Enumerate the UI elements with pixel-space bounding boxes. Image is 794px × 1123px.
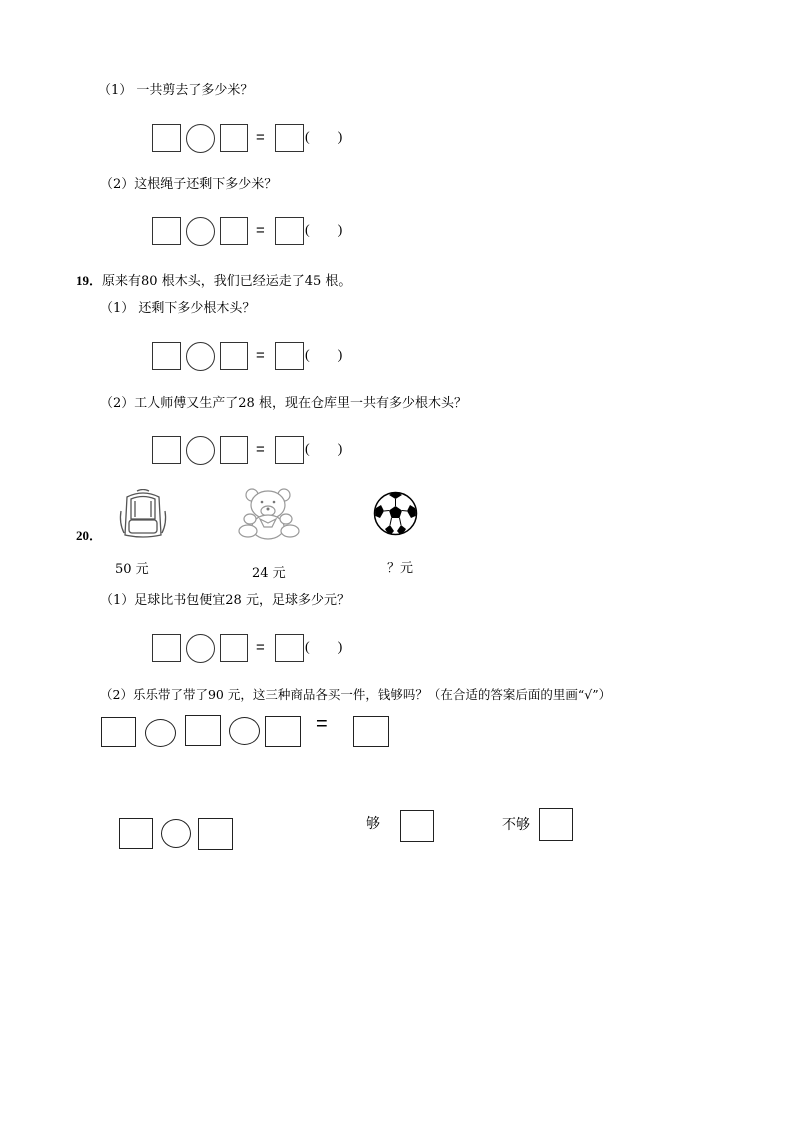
equals-sign: = xyxy=(256,441,265,458)
operator-circle[interactable] xyxy=(229,717,260,745)
answer-box[interactable] xyxy=(220,436,248,464)
operator-circle[interactable] xyxy=(161,819,191,848)
answer-box[interactable] xyxy=(152,342,181,370)
operator-circle[interactable] xyxy=(186,217,215,246)
question-number: 19． xyxy=(76,273,103,288)
answer-box[interactable] xyxy=(220,342,248,370)
teddy-bear-icon xyxy=(238,487,300,541)
result-box[interactable] xyxy=(275,436,304,464)
result-box[interactable] xyxy=(275,217,304,245)
answer-box[interactable] xyxy=(265,716,301,747)
equals-sign: = xyxy=(256,639,265,656)
q20-sub2: （2）乐乐带了带了90 元，这三种商品各买一件，钱够吗？（在合适的答案后面的里画“√”） xyxy=(100,687,612,702)
backpack-icon xyxy=(115,489,171,541)
result-box[interactable] xyxy=(275,342,304,370)
answer-box[interactable] xyxy=(119,818,153,849)
operator-circle[interactable] xyxy=(186,436,215,465)
answer-box[interactable] xyxy=(220,217,248,245)
not-enough-label: 不够 xyxy=(502,817,530,833)
unit-parenthesis[interactable]: ( ) xyxy=(305,442,343,457)
operator-circle[interactable] xyxy=(145,719,176,747)
answer-box[interactable] xyxy=(101,717,136,747)
operator-circle[interactable] xyxy=(186,342,215,371)
unit-parenthesis[interactable]: ( ) xyxy=(305,348,343,363)
q19-header xyxy=(76,270,351,291)
soccer-ball-icon xyxy=(373,491,418,536)
result-box[interactable] xyxy=(275,124,304,152)
teddy-bear-price: 24 元 xyxy=(252,566,286,581)
q19-sub2: （2）工人师傅又生产了28 根，现在仓库里一共有多少根木头？ xyxy=(100,396,467,411)
enough-label: 够 xyxy=(366,816,380,832)
backpack-price: 50 元 xyxy=(115,562,149,577)
q19-sub1: （1） 还剩下多少根木头？ xyxy=(100,301,256,316)
operator-circle[interactable] xyxy=(186,124,215,153)
answer-box[interactable] xyxy=(152,436,181,464)
answer-box[interactable] xyxy=(152,217,181,245)
q18-sub1: （1） 一共剪去了多少米？ xyxy=(98,83,254,98)
equals-sign: = xyxy=(316,713,328,735)
equals-sign: = xyxy=(256,222,265,239)
q18-sub2: （2）这根绳子还剩下多少米？ xyxy=(100,177,278,192)
not-enough-check-box[interactable] xyxy=(539,808,573,841)
q20-sub1: （1）足球比书包便宜28 元，足球多少元？ xyxy=(100,593,350,608)
answer-box[interactable] xyxy=(185,715,221,746)
answer-box[interactable] xyxy=(220,124,248,152)
enough-check-box[interactable] xyxy=(400,810,434,842)
answer-box[interactable] xyxy=(220,634,248,662)
result-box[interactable] xyxy=(353,716,389,747)
equals-sign: = xyxy=(256,129,265,146)
unit-parenthesis[interactable]: ( ) xyxy=(305,130,343,145)
answer-box[interactable] xyxy=(152,634,181,662)
question-stem: 原来有80 根木头，我们已经运走了45 根。 xyxy=(102,274,352,289)
unit-parenthesis[interactable]: ( ) xyxy=(305,223,343,238)
question-number: 20． xyxy=(76,528,103,543)
unit-parenthesis[interactable]: ( ) xyxy=(305,640,343,655)
result-box[interactable] xyxy=(275,634,304,662)
answer-box[interactable] xyxy=(198,818,233,850)
operator-circle[interactable] xyxy=(186,634,215,663)
answer-box[interactable] xyxy=(152,124,181,152)
soccer-ball-price: ？元 xyxy=(387,561,414,576)
equals-sign: = xyxy=(256,347,265,364)
